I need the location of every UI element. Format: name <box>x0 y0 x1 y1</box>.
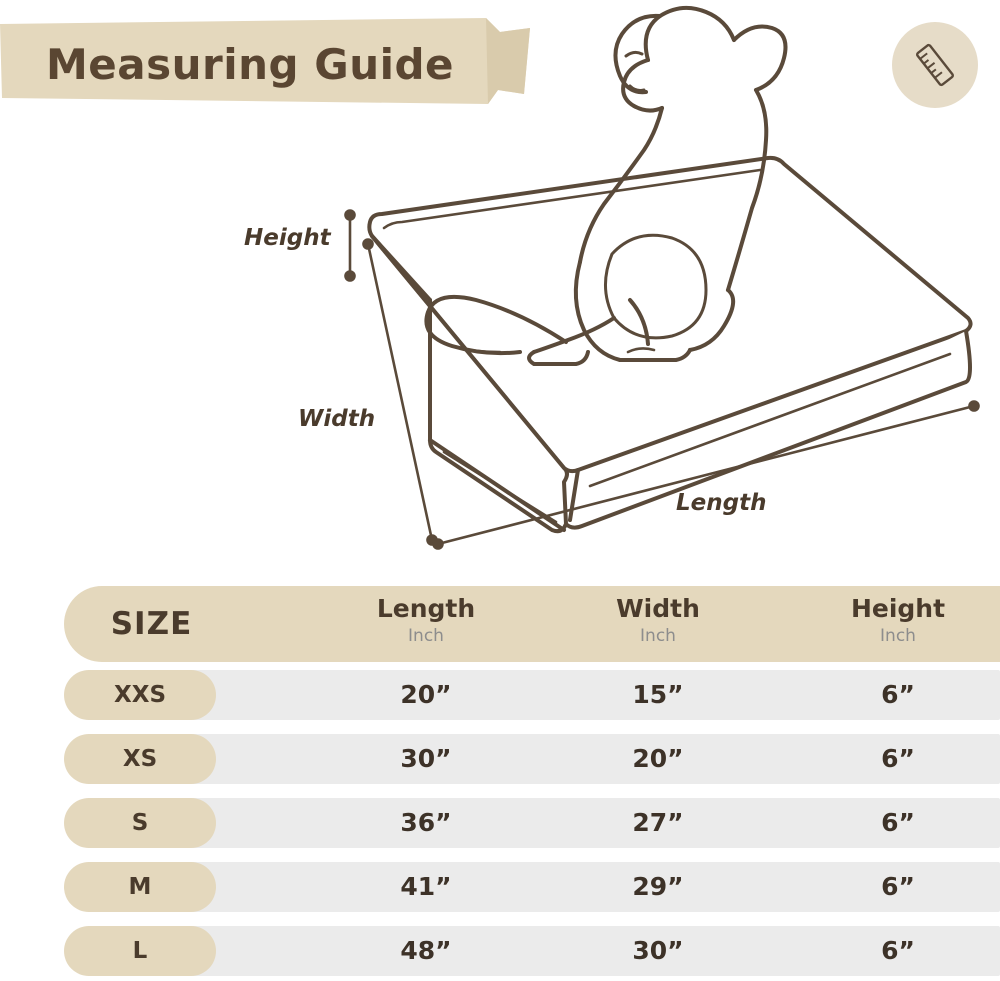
row-length-value: 41” <box>400 872 452 901</box>
column-header-width-label: Width <box>616 594 700 623</box>
row-size-pill: S <box>64 798 216 848</box>
row-height-value: 6” <box>881 808 915 837</box>
row-length-value: 30” <box>400 744 452 773</box>
row-length-value: 20” <box>400 680 452 709</box>
column-header-width <box>558 594 758 648</box>
row-height-value: 6” <box>881 680 915 709</box>
width-label: Width <box>298 406 376 432</box>
row-size-pill: M <box>64 862 216 912</box>
row-size-pill: L <box>64 926 216 976</box>
table-row <box>64 920 1000 981</box>
length-label: Length <box>676 490 767 516</box>
table-header-row <box>64 586 1000 662</box>
row-width-value: 15” <box>632 680 684 709</box>
row-width-value: 20” <box>632 744 684 773</box>
column-header-length-unit: Inch <box>408 626 444 646</box>
row-width-value: 29” <box>632 872 684 901</box>
row-height-value: 6” <box>881 744 915 773</box>
column-header-height-label: Height <box>850 594 946 623</box>
column-header-height-unit: Inch <box>880 626 916 646</box>
row-height-value: 6” <box>881 872 915 901</box>
height-label: Height <box>244 225 331 251</box>
column-header-width-unit: Inch <box>640 626 676 646</box>
row-width-value: 30” <box>632 936 684 965</box>
column-header-length-label: Length <box>376 594 476 623</box>
row-length-value: 48” <box>400 936 452 965</box>
row-width-value: 27” <box>632 808 684 837</box>
table-row <box>64 728 1000 790</box>
row-height-value: 6” <box>881 936 915 965</box>
row-length-value: 36” <box>400 808 452 837</box>
column-header-height <box>798 594 998 648</box>
column-header-length <box>326 594 526 648</box>
table-row <box>64 664 1000 726</box>
row-size-pill: XS <box>64 734 216 784</box>
page-title: Measuring Guide <box>46 40 455 89</box>
table-row <box>64 856 1000 918</box>
row-size-pill: XXS <box>64 670 216 720</box>
mattress-shape <box>369 158 970 531</box>
table-row <box>64 792 1000 854</box>
size-table <box>64 586 1000 981</box>
size-header-pill: SIZE <box>64 586 239 662</box>
